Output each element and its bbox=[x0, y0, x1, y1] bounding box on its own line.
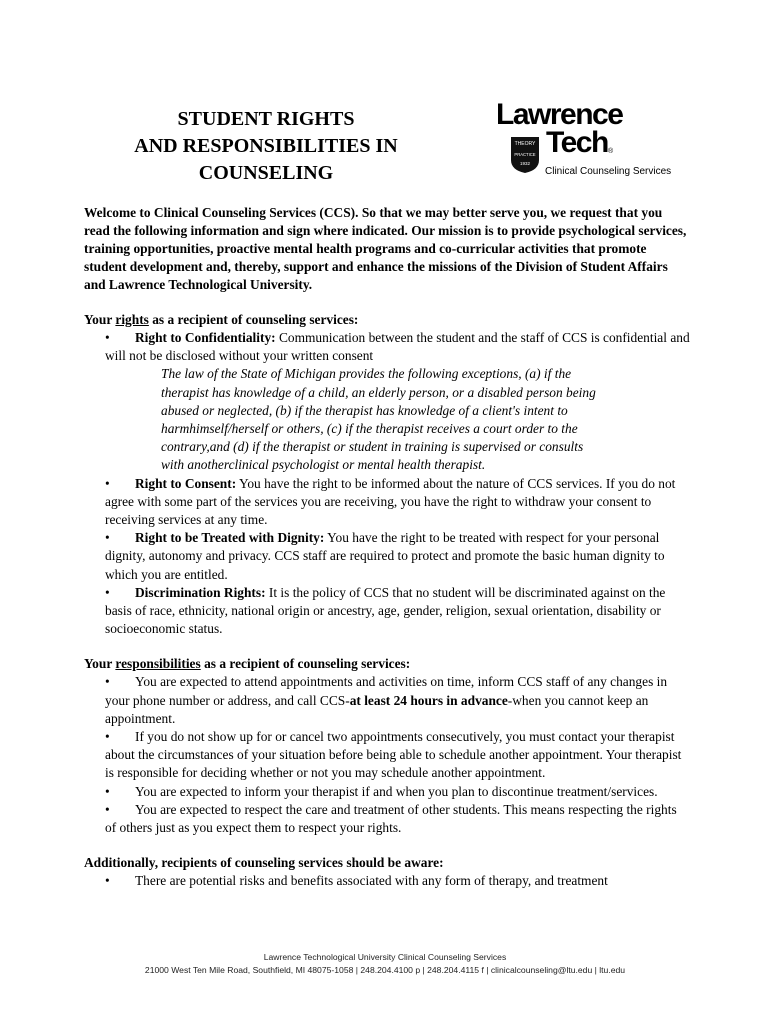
rights-heading: Your rights as a recipient of counseling services: bbox=[84, 312, 359, 327]
logo-word-lawrence: Lawrence bbox=[496, 98, 623, 131]
list-item: • You are expected to respect the care and treatment of other students. This means respecting the rights of others just as you expect them to respect your rights. bbox=[105, 801, 677, 836]
shield-text-mid: PRACTICE bbox=[514, 152, 536, 157]
shield-icon bbox=[510, 136, 540, 174]
title-line-3: COUNSELING bbox=[198, 162, 334, 184]
document-body bbox=[84, 204, 690, 890]
logo-registered-mark: ® bbox=[608, 148, 614, 155]
footer-line-1: Lawrence Technological University Clinical Counseling Services bbox=[263, 952, 507, 962]
list-item: • Right to Consent: You have the right to be informed about the nature of CCS services. If you do not agree with some part of the services you are receiving, you have the right to withdraw your consent to receiving services at any time. bbox=[105, 475, 676, 528]
shield-text-year: 1932 bbox=[519, 161, 531, 166]
rights-list bbox=[84, 329, 690, 638]
confidentiality-exceptions: The law of the State of Michigan provides the following exceptions, (a) if the therapist has knowledge of a child, an elderly person, or a disabled person being abused or neglected, (b) if the therapist has knowledge of a client's intent to harmhimself/herself or others, (c) if the therapist receives a court order to the contrary,and (d) if the therapist or student in training is supervised or consults with anotherclinical psychologist or mental health therapist. bbox=[161, 366, 596, 473]
document-title bbox=[96, 106, 436, 187]
responsibilities-heading: Your responsibilities as a recipient of counseling services: bbox=[84, 656, 411, 672]
list-item: • You are expected to inform your therapist if and when you plan to discontinue treatment/services. bbox=[105, 783, 658, 799]
logo-word-tech: Tech bbox=[546, 126, 608, 159]
list-item: • If you do not show up for or cancel two appointments consecutively, you must contact your therapist about the circumstances of your situation before being able to schedule another appointment. Your therapist is responsible for deciding whether or not you may schedule another appointment. bbox=[105, 729, 682, 781]
title-line-1: STUDENT RIGHTS bbox=[177, 108, 355, 130]
additionally-heading: Additionally, recipients of counseling services should be aware: bbox=[84, 855, 444, 871]
list-item: • Discrimination Rights: It is the policy of CCS that no student will be discriminated against on the basis of race, ethnicity, national origin or ancestry, age, gender, religion, sexual orientation, disability or socioeconomic status. bbox=[105, 584, 666, 637]
responsibilities-underlined-word: responsibilities bbox=[115, 656, 201, 672]
lawrence-tech-logo bbox=[494, 98, 672, 180]
logo-subtitle: Clinical Counseling Services bbox=[545, 166, 672, 177]
title-line-2: AND RESPONSIBILITIES IN bbox=[134, 135, 398, 157]
list-item: • Right to Confidentiality: Communication between the student and the staff of CCS is confidential and will not be disclosed without your written consent The law of the State of Michigan provides the following exceptions, (a) if the therapist has knowledge of a child, an elderly person, or a disabled person being abused or neglected, (b) if the therapist has knowledge of a client's intent to harmhimself/herself or others, (c) if the therapist receives a court order to the contrary,and (d) if the therapist or student in training is supervised or consults with anotherclinical psychologist or mental health therapist. bbox=[105, 329, 690, 475]
list-item: • There are potential risks and benefits associated with any form of therapy, and treatment bbox=[105, 873, 608, 889]
page-footer bbox=[0, 951, 770, 977]
footer-line-2: 21000 West Ten Mile Road, Southfield, MI 48075-1058 | 248.204.4100 p | 248.204.4115 f | clinicalcounseling@ltu.edu | ltu.edu bbox=[144, 965, 626, 975]
list-item: • Right to be Treated with Dignity: You have the right to be treated with respect for your personal dignity, autonomy and privacy. CCS staff are required to protect and promote the basic human dignity to which you are entitled. bbox=[105, 530, 665, 582]
rights-underlined-word: rights bbox=[115, 312, 149, 327]
list-item: • You are expected to attend appointments and activities on time, inform CCS staff of any changes in your phone number or address, and call CCS-at least 24 hours in advance-when you cannot keep an appointment. bbox=[105, 674, 668, 726]
additionally-list bbox=[84, 872, 690, 890]
intro-paragraph: Welcome to Clinical Counseling Services (CCS). So that we may better serve you, we request that you read the following information and sign where indicated. Our mission is to provide psychological services, training opportunities, proactive mental health programs and co-curricular activities that promote student development and, thereby, support and enhance the missions of the Division of Student Affairs and Lawrence Technological University. bbox=[84, 205, 687, 292]
responsibilities-list bbox=[84, 673, 690, 837]
shield-text-top: THEORY bbox=[514, 141, 536, 147]
